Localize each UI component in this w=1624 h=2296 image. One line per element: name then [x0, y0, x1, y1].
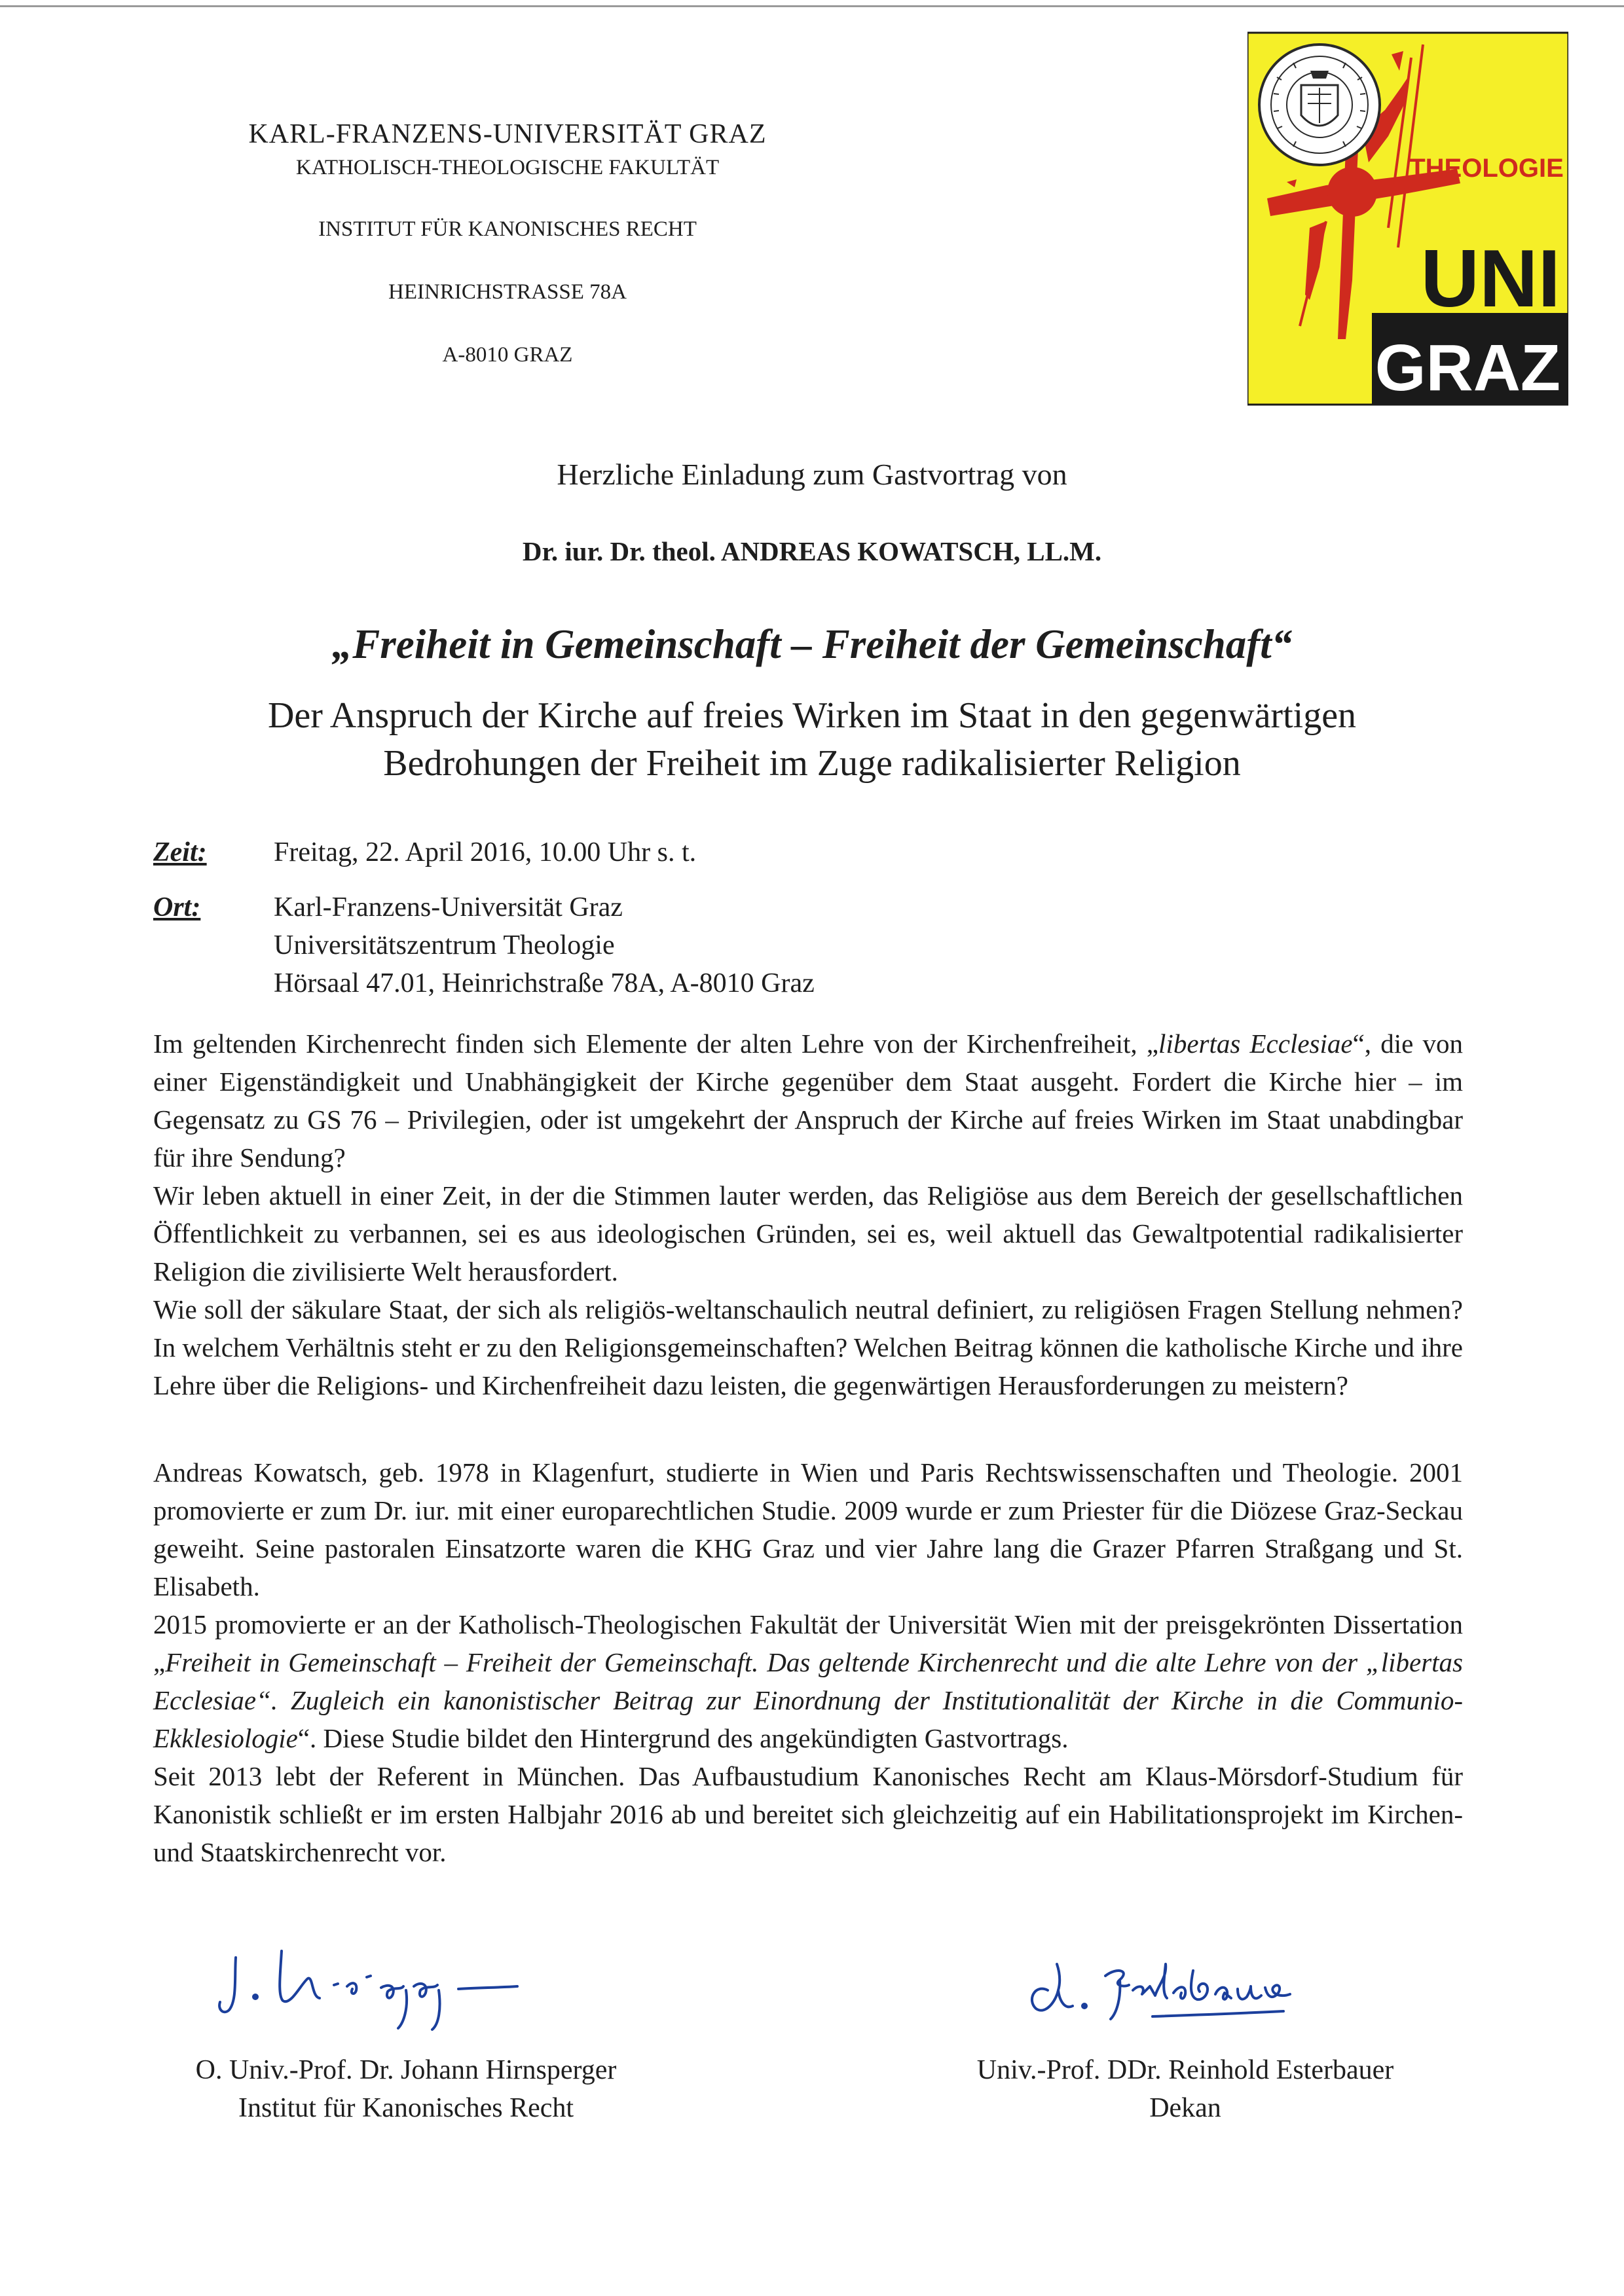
logo-uni-text: UNI	[1420, 234, 1560, 324]
abstract-paragraph-1: Im geltenden Kirchenrecht finden sich Elemente der alten Lehre von der Kirchenfreiheit, „libertas Ecclesiae“, die von einer Eigenständigkeit und Unabhängigkeit der Kirche gegenüber dem Staat ausgeht. Fordert die Kirche hier – im Gegensatz zu GS 76 – Privilegien, oder ist umgekehrt der Anspruch der Kirche auf freies Wirken im Staat unabdingbar für ihre Sendung?	[153, 1029, 1463, 1173]
logo-theologie-text: THEOLOGIE	[1409, 154, 1564, 183]
lecture-title: „Freiheit in Gemeinschaft – Freiheit der Gemeinschaft“	[331, 621, 1293, 667]
place-label: Ort:	[153, 892, 201, 922]
bio-paragraph-2: 2015 promovierte er an der Katholisch-Theologischen Fakultät der Universität Wien mit der preisgekrönten Dissertation „Freiheit in Gemeinschaft – Freiheit der Gemeinschaft. Das geltende Kirchenrecht und die alte Lehre von der „libertas Ecclesiae“. Zugleich ein kanonistischer Beitrag zur Einordnung der Institutionalität der Kirche in die Communio-Ekklesiologie“. Diese Studie bildet den Hintergrund des angekündigten Gastvortrags.	[153, 1609, 1463, 1753]
abstract-paragraph-3: Wie soll der säkulare Staat, der sich als religiös-weltanschaulich neutral definiert, zu religiösen Fragen Stellung nehmen? In welchem Verhältnis steht er zu den Religionsgemeinschaften? Welchen Beitrag können die katholische Kirche und ihre Lehre über die Religions- und Kirchenfreiheit dazu leisten, die gegenwärtigen Herausforderungen zu meistern?	[153, 1294, 1463, 1400]
speaker-name: Dr. iur. Dr. theol. ANDREAS KOWATSCH, LL.M.	[522, 536, 1102, 566]
signature-hirnsperger	[210, 1938, 576, 2043]
place-line-2: Universitätszentrum Theologie	[274, 930, 615, 960]
scan-border-line	[0, 5, 1624, 7]
abstract-text	[153, 1025, 1463, 1404]
place-line-1: Karl-Franzens-Universität Graz	[274, 892, 623, 922]
faculty-name: KATHOLISCH-THEOLOGISCHE FAKULTÄT	[295, 156, 720, 179]
time-value: Freitag, 22. April 2016, 10.00 Uhr s. t.	[274, 837, 697, 867]
signature-esterbauer	[1022, 1938, 1336, 2043]
signatory-left-role: Institut für Kanonisches Recht	[238, 2093, 574, 2123]
abstract-paragraph-2: Wir leben aktuell in einer Zeit, in der die Stimmen lauter werden, das Religiöse aus dem Bereich der gesellschaftlichen Öffentlichkeit zu verbannen, sei es aus ideologischen Gründen, sei es, weil aktuell das Gewaltpotential radikalisierter Religion die zivilisierte Welt herausfordert.	[153, 1180, 1463, 1286]
invitation-intro: Herzliche Einladung zum Gastvortrag von	[557, 458, 1067, 491]
place-address	[274, 888, 815, 1002]
signatory-right-name: Univ.-Prof. DDr. Reinhold Esterbauer	[976, 2055, 1394, 2085]
signatory-left-name: O. Univ.-Prof. Dr. Johann Hirnsperger	[195, 2055, 617, 2085]
speaker-bio	[153, 1453, 1463, 1871]
signatory-left	[118, 2051, 694, 2127]
place-line-3: Hörsaal 47.01, Heinrichstraße 78A, A-8010 Graz	[274, 968, 815, 998]
signatory-right	[904, 2051, 1467, 2127]
bio-paragraph-1: Andreas Kowatsch, geb. 1978 in Klagenfurt, studierte in Wien und Paris Rechtswissenschaften und Theologie. 2001 promovierte er zum Dr. iur. mit einer europarechtlichen Studie. 2009 wurde er zum Priester für die Diözese Graz-Seckau geweiht. Seine pastoralen Einsatzorte waren die KHG Graz und vier Jahre lang die Grazer Pfarren Straßgang und St. Elisabeth.	[153, 1457, 1463, 1601]
uni-graz-theologie-logo	[1247, 31, 1568, 406]
institute-name: INSTITUT FÜR KANONISCHES RECHT	[318, 217, 697, 241]
address-street: HEINRICHSTRASSE 78A	[388, 280, 627, 304]
bio-paragraph-3: Seit 2013 lebt der Referent in München. Das Aufbaustudium Kanonisches Recht am Klaus-Mörsdorf-Studium für Kanonistik schließt er im ersten Halbjahr 2016 ab und bereitet sich gleichzeitig auf ein Habilitationsprojekt im Kirchen- und Staatskirchenrecht vor.	[153, 1761, 1463, 1867]
address-city: A-8010 GRAZ	[442, 343, 573, 367]
lecture-subtitle-line1: Der Anspruch der Kirche auf freies Wirken im Staat in den gegenwärtigen	[267, 695, 1357, 736]
university-seal-icon	[1259, 45, 1380, 165]
time-label: Zeit:	[153, 837, 207, 867]
logo-graz-text: GRAZ	[1375, 331, 1560, 405]
signatory-right-role: Dekan	[1149, 2093, 1221, 2123]
lecture-subtitle-line2: Bedrohungen der Freiheit im Zuge radikalisierter Religion	[383, 743, 1241, 784]
university-name: KARL-FRANZENS-UNIVERSITÄT GRAZ	[248, 119, 767, 149]
